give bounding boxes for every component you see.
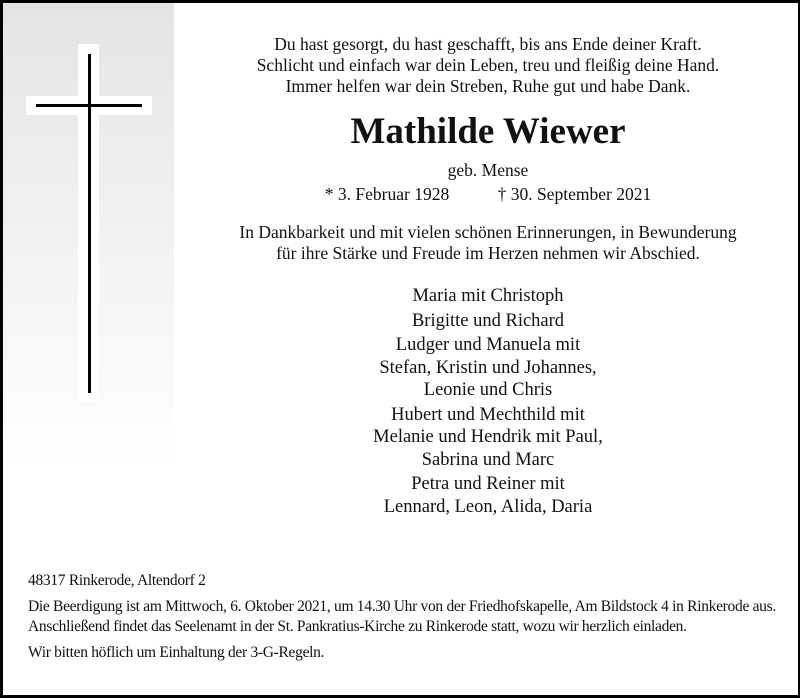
poem — [175, 34, 800, 97]
mourner-line: Lennard, Leon, Alida, Daria — [383, 496, 593, 517]
death-date: † 30. September 2021 — [497, 184, 652, 204]
mourner-line: Sabrina und Marc — [421, 449, 555, 470]
mourner-line: Ludger und Manuela mit — [395, 335, 581, 355]
mourners-list — [175, 285, 800, 520]
mourner-line: Petra und Reiner mit — [411, 474, 565, 494]
mourner-line: Melanie und Hendrik mit Paul, — [373, 427, 603, 447]
mourner-line: Brigitte und Richard — [411, 310, 565, 331]
mourner-group — [175, 404, 800, 472]
deceased-name: Mathilde Wiewer — [350, 111, 626, 152]
life-dates — [175, 184, 800, 205]
mourner-line: Leonie und Chris — [423, 380, 553, 400]
farewell-line: für ihre Stärke und Freude im Herzen nehmen wir Abschied. — [276, 243, 700, 263]
mourner-group — [175, 310, 800, 333]
birth-name: geb. Mense — [447, 160, 529, 180]
funeral-info: Die Beerdigung ist am Mittwoch, 6. Oktober 2021, um 14.30 Uhr von der Friedhofskapelle, Am Bildstock 4 in Rinkerode aus. Anschließend findet das Seelenamt in der St. Pankratius-Kirche zu Rinkerode statt, wozu wir herzlich einladen. — [28, 598, 776, 635]
mourner-group — [175, 473, 800, 518]
farewell-text — [175, 222, 800, 264]
mourner-group — [175, 285, 800, 308]
address: 48317 Rinkerode, Altendorf 2 — [28, 572, 206, 589]
birth-date: * 3. Februar 1928 — [324, 184, 450, 204]
poem-line: Schlicht und einfach war dein Leben, treu und fleißig deine Hand. — [256, 55, 720, 75]
mourner-line: Maria mit Christoph — [412, 286, 564, 306]
farewell-line: In Dankbarkeit und mit vielen schönen Erinnerungen, in Bewunderung — [239, 222, 737, 242]
poem-line: Du hast gesorgt, du hast geschafft, bis ans Ende deiner Kraft. — [274, 34, 702, 54]
mourner-line: Stefan, Kristin und Johannes, — [379, 357, 597, 378]
mourner-line: Hubert und Mechthild mit — [391, 404, 585, 425]
funeral-details — [28, 571, 798, 669]
covid-notice: Wir bitten höflich um Einhaltung der 3-G-Regeln. — [28, 644, 325, 661]
mourner-group — [175, 334, 800, 402]
cross-panel — [3, 3, 174, 468]
poem-line: Immer helfen war dein Streben, Ruhe gut und habe Dank. — [285, 76, 691, 96]
